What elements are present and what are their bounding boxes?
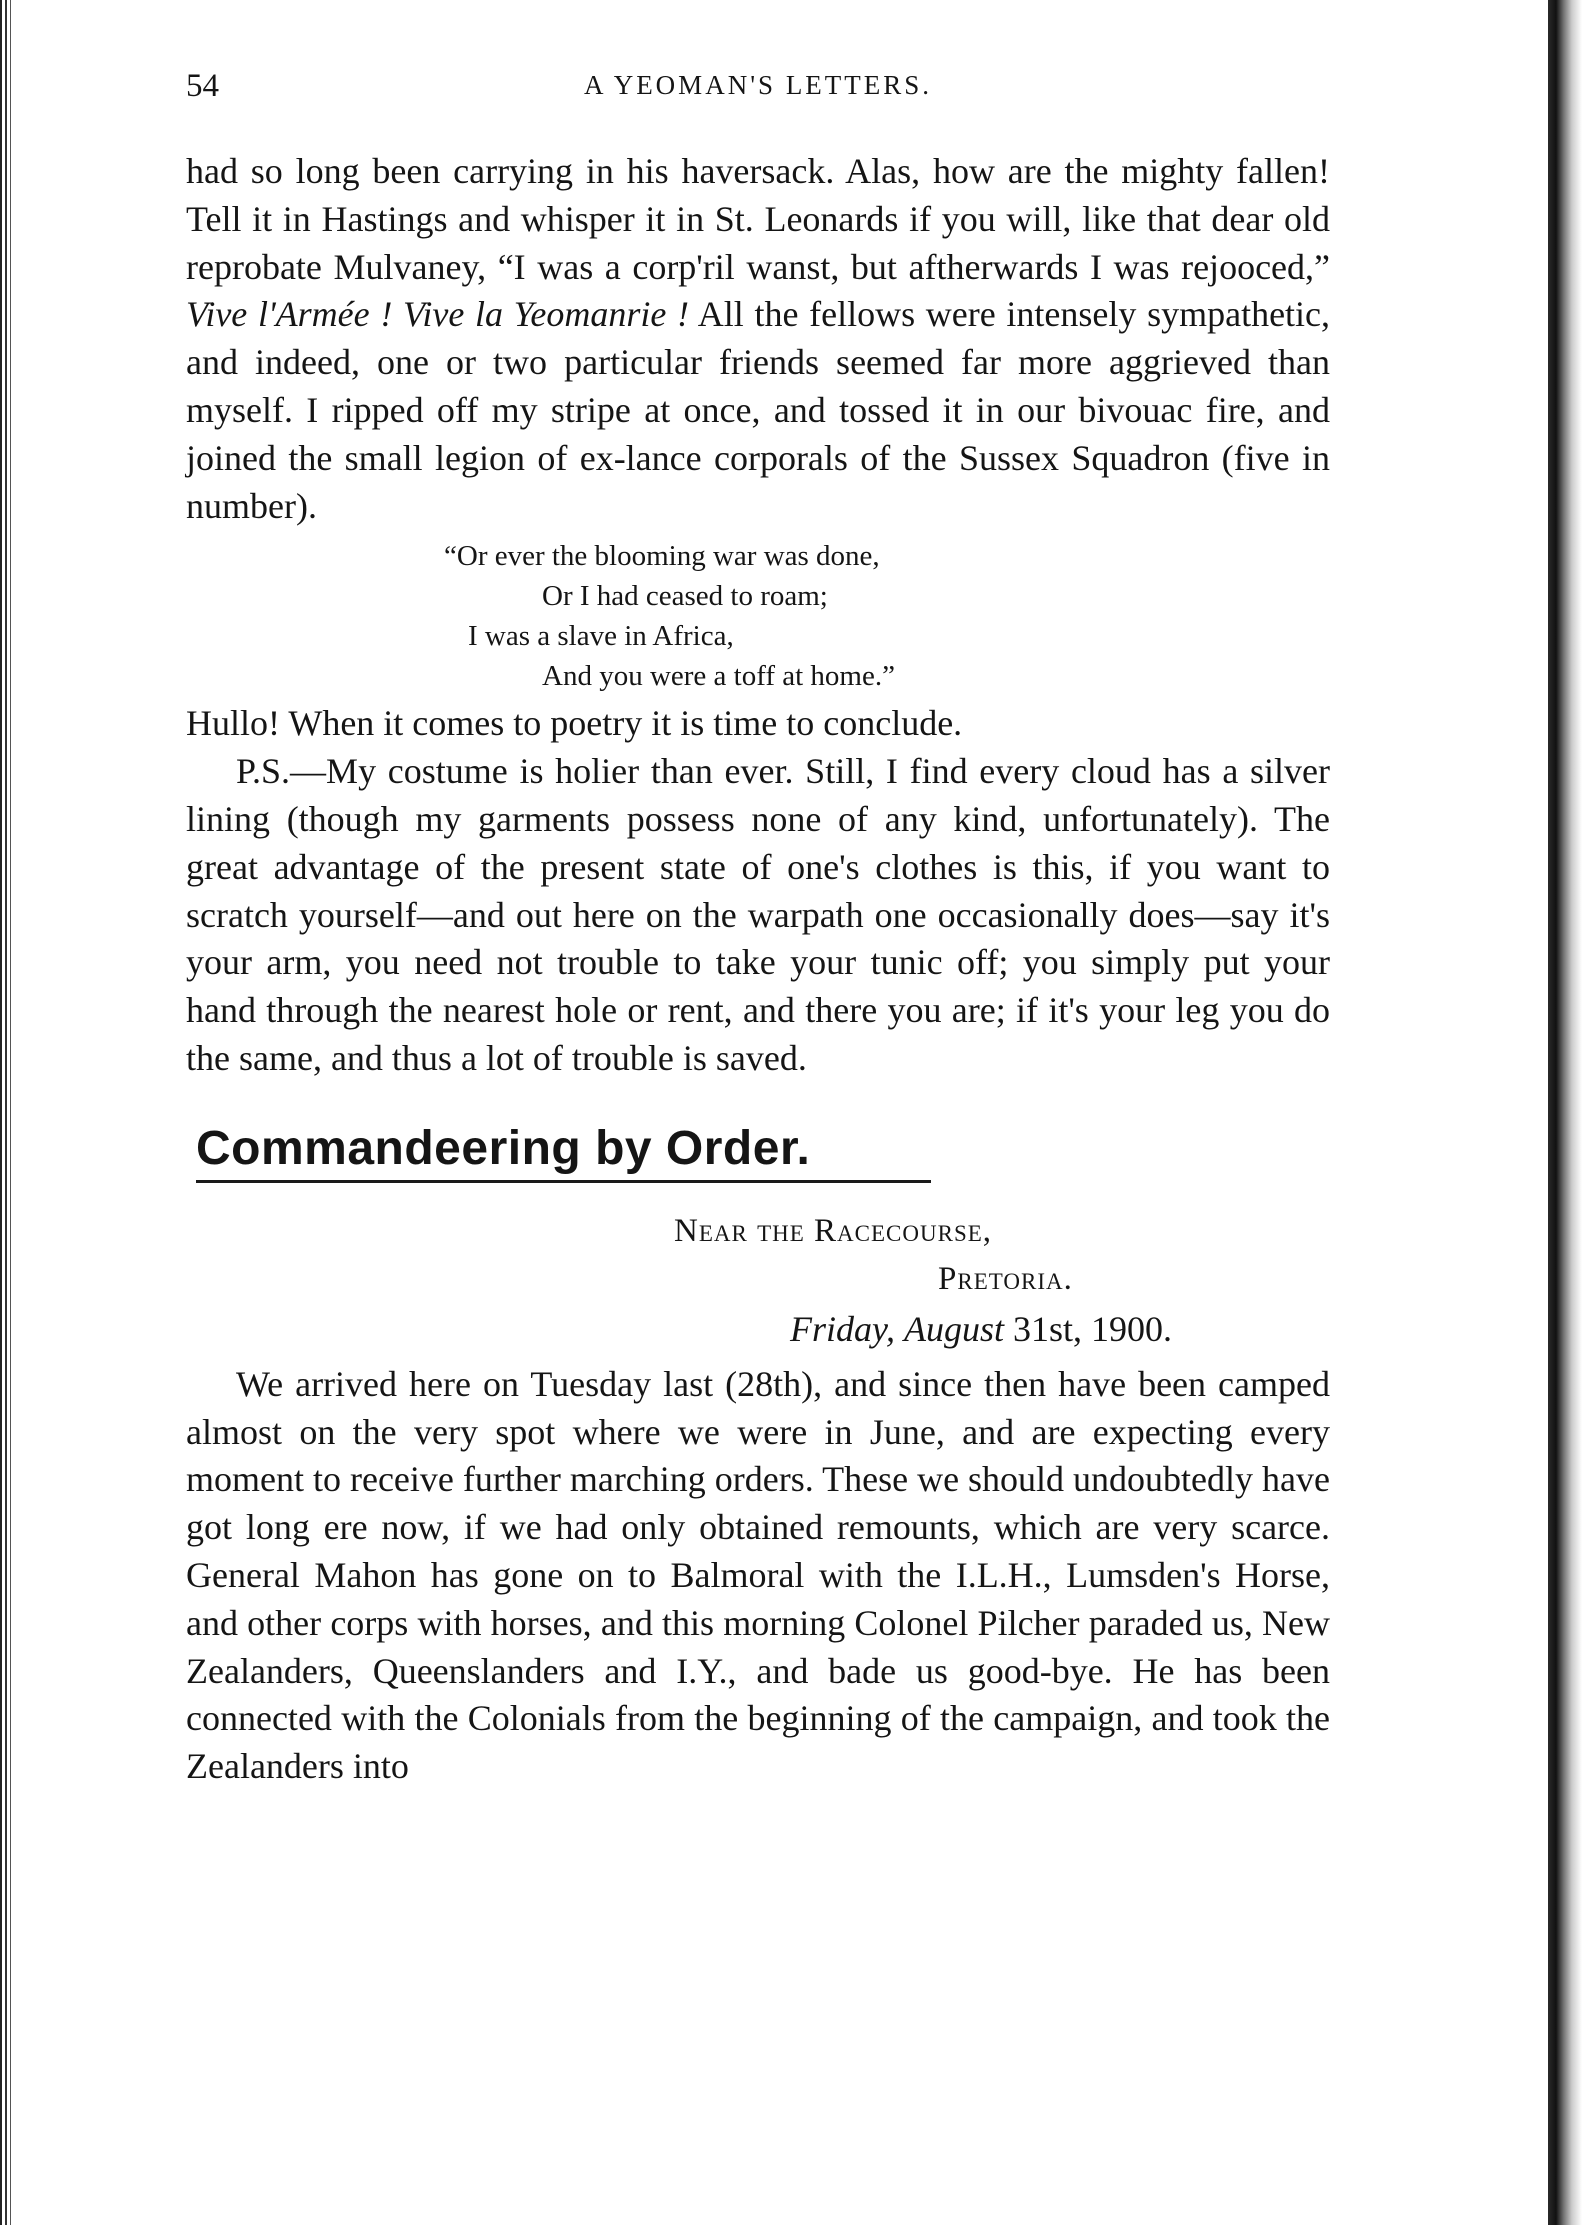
section-heading: Commandeering by Order. [196, 1121, 931, 1183]
date-month: August [904, 1308, 1005, 1349]
page-number: 54 [186, 68, 219, 104]
verse-quote [186, 536, 1330, 696]
verse-line-1: “Or ever the blooming war was done, [444, 540, 880, 573]
letter-date [186, 1303, 1330, 1355]
verse-line-3: I was a slave in Africa, [468, 620, 734, 653]
paragraph-text-end: All the fellows were intensely sympathetic, and indeed, one or two particular friends seemed far more aggrieved than myself. I ripped off my stripe at once, and tossed it in our bivouac fire, and joined the small legion of ex-lance corporals of the Sussex Squadron (five in number). [186, 294, 1331, 526]
binding-edge [0, 0, 16, 2225]
verse-line-4: And you were a toff at home.” [542, 660, 895, 693]
paragraph-postscript: P.S.—My costume is holier than ever. Still, I find every cloud has a silver lining (though my garments possess none of any kind, unfortunately). The great advantage of the present state of one's clothes is this, if you want to scratch yourself—and out here on the warpath one occasionally does—say it's your arm, you need not trouble to take your tunic off; you simply put your hand through the nearest hole or rent, and there you are; if it's your leg you do the same, and thus a lot of trouble is saved. [186, 751, 1330, 1078]
book-page [186, 60, 1330, 1791]
letter-address [186, 1207, 1330, 1303]
paragraph-continuation [186, 148, 1330, 530]
address-line-1: Near the Racecourse, [674, 1212, 993, 1249]
running-head [186, 60, 1330, 120]
italic-phrase-yeomanrie: Vive la Yeomanrie ! [403, 294, 690, 335]
page-edge [1542, 0, 1590, 2225]
paragraph-hullo: Hullo! When it comes to poetry it is time to conclude. [186, 703, 963, 744]
address-line-2: Pretoria. [938, 1260, 1073, 1297]
paragraph-text: had so long been carrying in his haversack. Alas, how are the mighty fallen! Tell it in Hastings and whisper it in St. Leonards if you will, like that dear old reprobate Mulvaney, “I was a corp'ril wanst, but aftherwards I was rejooced,” [186, 151, 1330, 287]
date-year: 1900. [1091, 1308, 1173, 1349]
italic-phrase-armee: Vive l'Armée ! [186, 294, 393, 335]
running-title: A YEOMAN'S LETTERS. [583, 70, 933, 100]
verse-line-2: Or I had ceased to roam; [542, 580, 828, 613]
date-number: 31st, [1013, 1308, 1083, 1349]
spacer [392, 294, 403, 334]
date-day: Friday, [790, 1308, 895, 1349]
paragraph-letter-body: We arrived here on Tuesday last (28th), and since then have been camped almost on the very spot where we were in June, and are expecting every moment to receive further marching orders. These we should undoubtedly have got long ere now, if we had only obtained remounts, which are very scarce. General Mahon has gone on to Balmoral with the I.L.H., Lumsden's Horse, and other corps with horses, and this morning Colonel Pilcher paraded us, New Zealanders, Queenslanders and I.Y., and bade us good-bye. He has been connected with the Colonials from the beginning of the campaign, and took the Zealanders into [186, 1363, 1330, 1787]
